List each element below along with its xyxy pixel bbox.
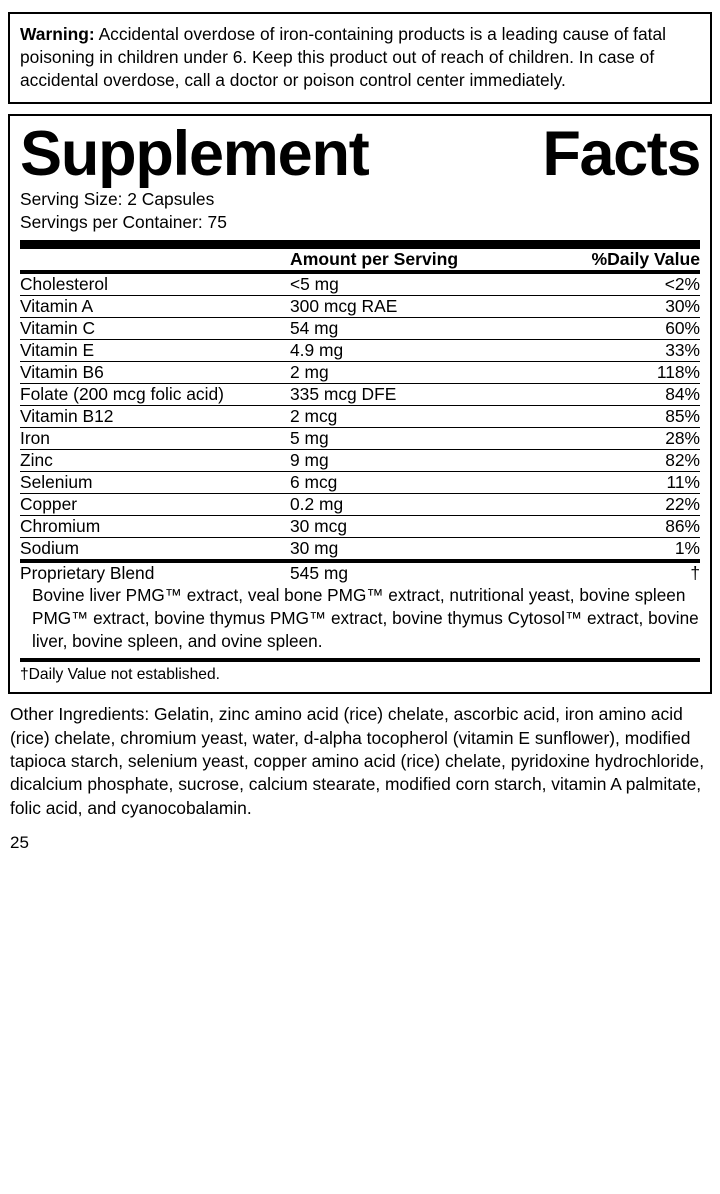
header-amount-per-serving: Amount per Serving [290, 249, 459, 270]
serving-size: Serving Size: 2 Capsules [20, 188, 215, 209]
nutrient-name: Vitamin E [20, 340, 290, 362]
nutrient-amount: 0.2 mg [290, 494, 530, 516]
nutrient-amount: <5 mg [290, 274, 339, 295]
nutrient-amount: 30 mcg [290, 516, 530, 538]
nutrient-name: Cholesterol [20, 274, 108, 295]
nutrient-dv: 84% [530, 384, 700, 406]
nutrient-dv: 118% [530, 362, 700, 384]
table-row [20, 340, 700, 362]
panel-rule-top [20, 240, 700, 249]
table-row [20, 472, 700, 494]
table-row [20, 318, 700, 340]
servings-per-container: Servings per Container: 75 [20, 211, 227, 232]
nutrient-amount: 5 mg [290, 428, 530, 450]
nutrient-amount: 30 mg [290, 538, 530, 560]
nutrient-dv: 11% [530, 472, 700, 494]
warning-box [8, 12, 712, 104]
nutrient-rows [20, 274, 700, 559]
proprietary-blend-table [20, 563, 700, 584]
page-number: 25 [10, 832, 29, 852]
table-row [20, 296, 700, 318]
blend-description: Bovine liver PMG™ extract, veal bone PMG™ extract, nutritional yeast, bovine spleen PMG™ extract, bovine thymus PMG™ extract, bovine thymus Cytosol™ extract, bovine liver, bovine spleen, and ovine spleen. [32, 585, 699, 652]
nutrient-name: Chromium [20, 516, 290, 538]
table-row [20, 362, 700, 384]
table-row [20, 538, 700, 560]
nutrient-amount: 4.9 mg [290, 340, 530, 362]
table-header-row [20, 249, 700, 270]
nutrient-amount: 335 mcg DFE [290, 384, 530, 406]
table-row [20, 428, 700, 450]
nutrient-dv: 60% [530, 318, 700, 340]
nutrition-table [20, 249, 700, 270]
supplement-facts-title [20, 118, 700, 189]
nutrient-dv: 33% [530, 340, 700, 362]
blend-dv: † [690, 563, 700, 584]
nutrient-dv: 86% [530, 516, 700, 538]
title-word-facts: Facts [542, 118, 700, 189]
nutrient-dv: 85% [530, 406, 700, 428]
nutrient-name: Vitamin B6 [20, 362, 290, 384]
blend-amount: 545 mg [290, 563, 349, 584]
table-row [20, 406, 700, 428]
nutrient-name: Zinc [20, 450, 290, 472]
nutrient-name: Folate (200 mcg folic acid) [20, 384, 290, 406]
nutrient-name: Iron [20, 428, 290, 450]
nutrient-amount: 300 mcg RAE [290, 296, 530, 318]
nutrient-name: Vitamin A [20, 296, 290, 318]
nutrient-amount: 6 mcg [290, 472, 530, 494]
daily-value-footnote: †Daily Value not established. [20, 666, 220, 684]
nutrient-dv: 82% [530, 450, 700, 472]
supplement-facts-panel [8, 114, 712, 695]
nutrient-amount: 54 mg [290, 318, 530, 340]
table-row [20, 274, 700, 296]
table-row [20, 494, 700, 516]
nutrient-name: Selenium [20, 472, 290, 494]
warning-body: Accidental overdose of iron-containing products is a leading cause of fatal poisoning in children under 6. Keep this product out of reach of children. In case of accidental overdose, call a doctor or poison control center immediately. [20, 24, 667, 90]
nutrient-amount: 2 mg [290, 362, 530, 384]
blend-name: Proprietary Blend [20, 563, 155, 584]
nutrient-amount: 9 mg [290, 450, 530, 472]
table-row [20, 450, 700, 472]
nutrient-dv: 28% [530, 428, 700, 450]
header-nutrient [20, 249, 290, 270]
nutrient-amount: 2 mcg [290, 406, 530, 428]
warning-text [20, 23, 700, 92]
nutrient-dv: 30% [530, 296, 700, 318]
title-word-supplement: Supplement [20, 118, 369, 189]
nutrient-name: Sodium [20, 538, 290, 560]
nutrient-name: Vitamin B12 [20, 406, 290, 428]
table-row-blend [20, 563, 700, 584]
other-ingredients: Other Ingredients: Gelatin, zinc amino acid (rice) chelate, ascorbic acid, iron amino acid (rice) chelate, chromium yeast, water, d-alpha tocopherol (vitamin E sunflower), modified tapioca starch, selenium yeast, copper amino acid (rice) chelate, pyridoxine hydrochloride, dicalcium phosphate, sucrose, calcium stearate, modified corn starch, vitamin A palmitate, folic acid, and cyanocobalamin. [10, 704, 705, 818]
nutrient-dv: 1% [530, 538, 700, 560]
nutrient-name: Vitamin C [20, 318, 290, 340]
table-row [20, 384, 700, 406]
warning-label: Warning: [20, 24, 95, 44]
nutrient-dv: <2% [664, 274, 700, 295]
nutrient-name: Copper [20, 494, 290, 516]
table-row [20, 516, 700, 538]
nutrient-dv: 22% [530, 494, 700, 516]
header-daily-value: %Daily Value [591, 249, 700, 270]
